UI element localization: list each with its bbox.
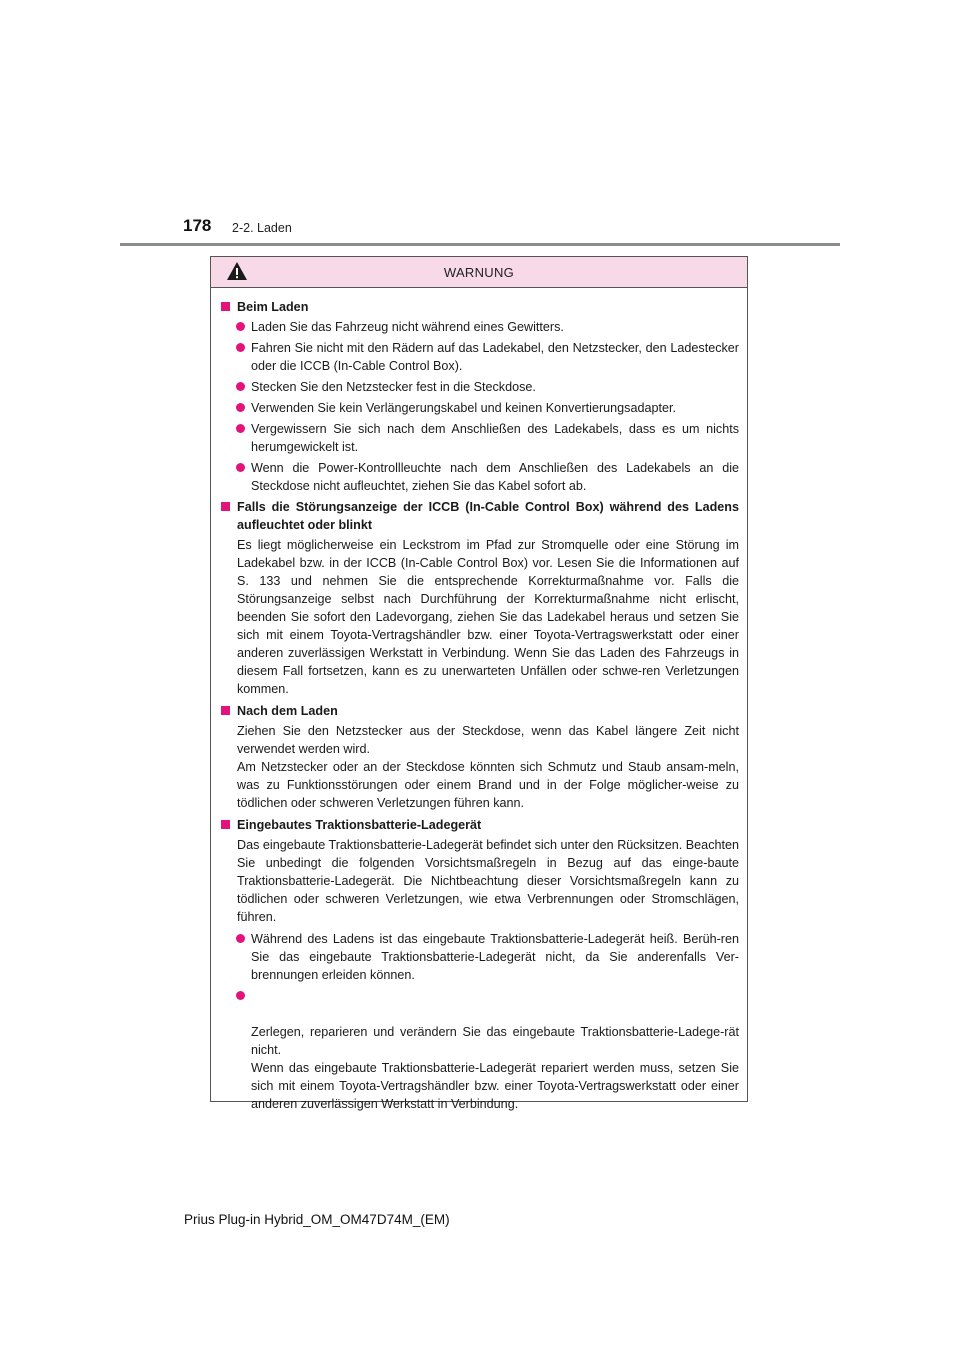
warning-box [210,256,748,1111]
square-bullet-icon [221,302,230,311]
paragraph: Am Netzstecker oder an der Steckdose könnten sich Schmutz und Staub ansam-meln, was zu Funktionsstörungen oder einem Brand und in der Folge möglicher-weise zu tödlichen oder schweren Verletzungen führen kann. [237,760,739,810]
list-item: Vergewissern Sie sich nach dem Anschließen des Ladekabels, dass es um nichts herumgewickelt ist. [220,420,739,456]
warning-body [211,288,747,1113]
paragraph-group [220,722,739,812]
list-item: Während des Ladens ist das eingebaute Traktionsbatterie-Ladegerät heiß. Berüh-ren Sie das eingebaute Traktionsbatterie-Ladegerät nicht, da Sie anderenfalls Ver-brennungen erleiden können. [220,930,739,984]
warning-header [211,257,747,288]
header-rule [120,243,840,246]
list-item: Stecken Sie den Netzstecker fest in die Steckdose. [220,378,739,396]
list-item: Fahren Sie nicht mit den Rädern auf das Ladekabel, den Netzstecker, den Ladestecker oder die ICCB (In-Cable Control Box). [220,339,739,375]
square-bullet-icon [221,706,230,715]
round-bullet-icon [236,991,245,1000]
paragraph: Das eingebaute Traktionsbatterie-Ladegerät befindet sich unter den Rücksitzen. Beachten Sie unbedingt die folgenden Vorsichtsmaßregeln in Bezug auf das einge-baute Traktionsbatterie-Ladegerät. Die Nichtbeachtung dieser Vorsichtsmaßregeln kann zu tödlichen oder schweren Verletzungen, wie etwa Verbrennungen oder Stromschlägen, führen. [237,838,739,924]
section-heading: Falls die Störungsanzeige der ICCB (In-Cable Control Box) während des Ladens aufleuchtet oder blinkt [220,498,739,534]
round-bullet-icon [236,343,245,352]
round-bullet-icon [236,934,245,943]
round-bullet-icon [236,322,245,331]
page-number: 178 [183,216,212,235]
warning-title: WARNUNG [443,264,515,280]
section-heading: Beim Laden [220,298,739,316]
round-bullet-icon [236,382,245,391]
square-bullet-icon [221,502,230,511]
section-heading: Nach dem Laden [220,702,739,720]
round-bullet-icon [236,463,245,472]
section-title: 2-2. Laden [232,221,292,235]
list-item: Laden Sie das Fahrzeug nicht während eines Gewitters. [220,318,739,336]
paragraph: Es liegt möglicherweise ein Leckstrom im Pfad zur Stromquelle oder eine Störung im Ladekabel bzw. in der ICCB (In-Cable Control Box) vor. Lesen Sie die Informationen auf S. 133 und nehmen Sie die entsprechende Korrekturmaßnahme vor. Falls die Störungsanzeige selbst nach Durchführung der Korrekturmaßnahme nicht erlischt, beenden Sie sofort den Ladevorgang, ziehen Sie das Ladekabel heraus und setzen Sie sich mit einem Toyota-Vertragshändler bzw. einer Toyota-Vertragswerkstatt oder einer anderen zuverlässigen Werkstatt in Verbindung. Wenn Sie das Laden des Fahrzeugs in diesem Fall fortsetzen, kann es zu unerwarteten Unfällen oder schwe-ren Verletzungen kommen. [237,538,739,696]
round-bullet-icon [236,403,245,412]
round-bullet-icon [236,424,245,433]
section-heading: Eingebautes Traktionsbatterie-Ladegerät [220,816,739,834]
list-item: Wenn die Power-Kontrollleuchte nach dem Anschließen des Ladekabels an die Steckdose nicht aufleuchtet, ziehen Sie das Kabel sofort ab. [220,459,739,495]
square-bullet-icon [221,820,230,829]
warning-triangle-icon [226,261,248,281]
footer-text: Prius Plug-in Hybrid_OM_OM47D74M_(EM) [184,1212,450,1227]
list-item: Zerlegen, reparieren und verändern Sie das eingebaute Traktionsbatterie-Ladege-rät nicht. Wenn das eingebaute Traktionsbatterie-Ladegerät repariert werden muss, setzen Sie sich mit einem Toyota-Vertragshändler bzw. einer Toyota-Vertragswerkstatt oder einer anderen zuverlässigen Werkstatt in Verbindung. [220,987,739,1113]
list-item: Verwenden Sie kein Verlängerungskabel und keinen Konvertierungsadapter. [220,399,739,417]
paragraph: Ziehen Sie den Netzstecker aus der Steckdose, wenn das Kabel längere Zeit nicht verwendet werden wird. [237,724,739,756]
